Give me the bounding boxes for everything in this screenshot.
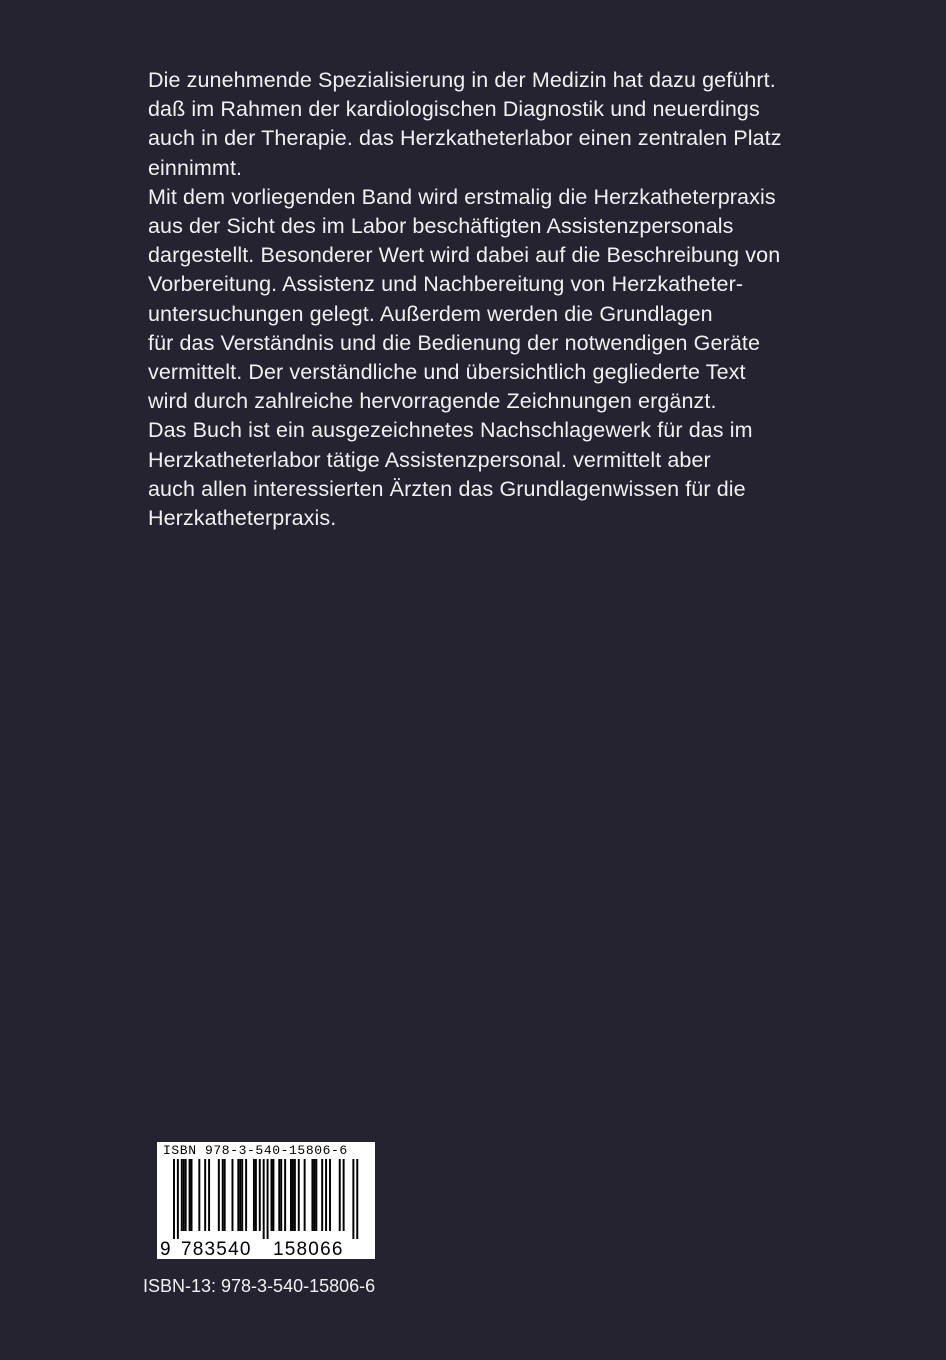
blurb-line: Herzkatheterpraxis. xyxy=(148,506,337,531)
blurb-line: Die zunehmende Spezialisierung in der Medizin hat dazu geführt. xyxy=(148,68,776,92)
barcode-bar xyxy=(232,1159,234,1231)
blurb-line: Vorbereitung. Assistenz und Nachbereitung von Herzkatheter- xyxy=(148,272,744,297)
isbn-13-label: ISBN-13: 978-3-540-15806-6 xyxy=(143,1276,376,1296)
barcode-guard-bar xyxy=(177,1159,179,1239)
blurb-line: für das Verständnis und die Bedienung der notwendigen Geräte xyxy=(148,330,761,355)
blurb-line: daß im Rahmen der kardiologischen Diagnostik und neuerdings xyxy=(148,97,760,122)
barcode-bar xyxy=(278,1159,280,1231)
barcode-bar xyxy=(208,1159,210,1231)
blurb-line: dargestellt. Besonderer Wert wird dabei auf die Beschreibung von xyxy=(148,243,781,268)
barcode-bar xyxy=(325,1159,327,1231)
barcode-bar xyxy=(183,1159,185,1231)
barcode-bar xyxy=(222,1159,224,1231)
barcode-bar xyxy=(321,1159,323,1231)
barcode-first-digit: 9 xyxy=(160,1239,172,1259)
barcode-guard-bar xyxy=(356,1159,358,1239)
barcode-bar xyxy=(339,1159,341,1231)
barcode-bar xyxy=(239,1159,241,1231)
barcode-bar xyxy=(253,1159,255,1231)
barcode-bar xyxy=(185,1159,187,1231)
barcode-bar xyxy=(271,1159,273,1231)
barcode-guard-bar xyxy=(263,1159,265,1239)
blurb-line: untersuchungen gelegt. Außerdem werden die Grundlagen xyxy=(148,301,713,326)
blurb-line: Herzkatheterlabor tätige Assistenzpersonal. vermittelt aber xyxy=(148,447,711,472)
blurb-line: aus der Sicht des im Labor beschäftigten Assistenzpersonals xyxy=(148,214,734,239)
blurb-line: vermittelt. Der verständliche und übersichtlich gegliederte Text xyxy=(148,360,746,385)
barcode-bar xyxy=(218,1159,220,1231)
barcode-bar xyxy=(298,1159,300,1231)
barcode-bar xyxy=(255,1159,257,1231)
blurb-line: auch allen interessierten Ärzten das Grundlagenwissen für die xyxy=(148,476,746,501)
barcode-bar xyxy=(245,1159,247,1231)
barcode-bar xyxy=(290,1159,292,1231)
barcode-guard-bar xyxy=(173,1159,175,1239)
blurb-line: Das Buch ist ein ausgezeichnetes Nachschlagewerk für das im xyxy=(148,418,753,443)
barcode-bar xyxy=(292,1159,294,1231)
blurb-line: auch in der Therapie. das Herzkatheterlabor einen zentralen Platz xyxy=(148,126,782,151)
barcode-bar xyxy=(198,1159,200,1231)
barcode-bar xyxy=(272,1159,274,1231)
barcode-guard-bar xyxy=(267,1159,269,1239)
barcode-bar xyxy=(280,1159,282,1231)
barcode-bar xyxy=(313,1159,315,1231)
barcode-bar xyxy=(224,1159,226,1231)
barcode-bar xyxy=(237,1159,239,1231)
barcode-bar xyxy=(294,1159,296,1231)
barcode-bars xyxy=(157,1142,375,1259)
barcode-bar xyxy=(329,1159,331,1231)
barcode-guard-bar xyxy=(352,1159,354,1239)
barcode-bar xyxy=(181,1159,183,1231)
barcode-bar xyxy=(191,1159,193,1231)
barcode-bar xyxy=(204,1159,206,1231)
barcode-bar xyxy=(343,1159,345,1231)
barcode-bar xyxy=(284,1159,286,1231)
barcode-bar xyxy=(315,1159,317,1231)
barcode-right-digits: 158066 xyxy=(273,1239,344,1259)
barcode-bar xyxy=(241,1159,243,1231)
barcode-bar xyxy=(259,1159,261,1231)
barcode-bar xyxy=(304,1159,306,1231)
isbn-barcode xyxy=(157,1142,375,1259)
blurb-line: einnimmt. xyxy=(148,155,243,180)
barcode-left-digits: 783540 xyxy=(181,1239,252,1259)
barcode-bar xyxy=(189,1159,191,1231)
barcode-bar xyxy=(311,1159,313,1231)
back-cover-blurb xyxy=(148,66,848,533)
blurb-line: Mit dem vorliegenden Band wird erstmalig die Herzkatheterpraxis xyxy=(148,184,776,209)
barcode-isbn-label: ISBN 978-3-540-15806-6 xyxy=(163,1143,348,1158)
blurb-line: wird durch zahlreiche hervorragende Zeichnungen ergänzt. xyxy=(148,389,717,414)
